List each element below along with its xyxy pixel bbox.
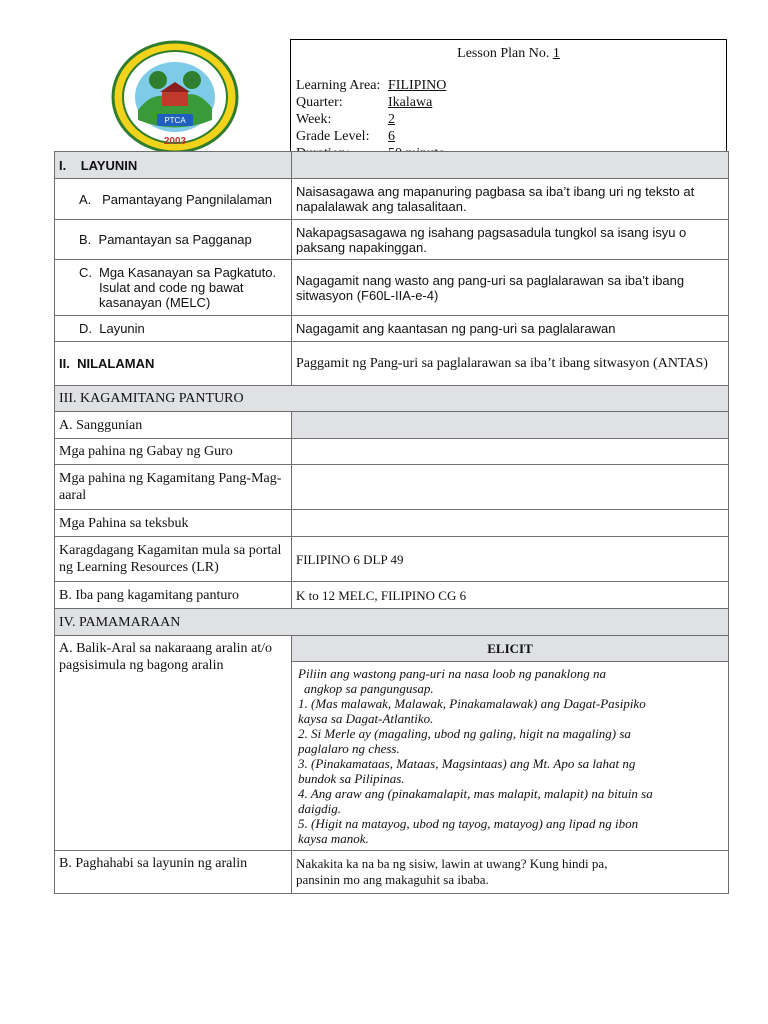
row-sanggunian xyxy=(55,412,729,439)
grade-level-label: Grade Level: xyxy=(296,129,370,144)
sanggunian-value xyxy=(292,412,729,439)
learning-area-label: Learning Area: xyxy=(296,78,381,93)
layunin-d-value: Nagagamit ang kaantasan ng pang-uri sa paglalarawan xyxy=(292,316,729,342)
elicit-item-1: 1. (Mas malawak, Malawak, Pinakamalawak) ang Dagat-Pasipiko xyxy=(298,696,646,711)
pamamaraan-heading: IV. PAMAMARAAN xyxy=(55,609,729,636)
school-seal-logo xyxy=(110,40,240,155)
c-letter: C. xyxy=(79,265,92,280)
row-layunin-d xyxy=(55,316,729,342)
mga-kasanayan-value: Nagagamit nang wasto ang pang-uri sa paglalarawan sa iba’t ibang sitwasyon (F60L-IIA-e-4) xyxy=(292,260,729,316)
elicit-heading: ELICIT xyxy=(292,636,729,662)
row-kagamitang-pang-mag-aaral xyxy=(55,465,729,510)
header-learning-area xyxy=(296,78,446,94)
row-kagamitang-panturo xyxy=(55,386,729,412)
elicit-item-2: 2. Si Merle ay (magaling, ubod ng galing, higit na magaling) sa xyxy=(298,726,631,741)
b-letter: B. xyxy=(79,232,92,247)
lesson-number: 1 xyxy=(552,46,560,61)
week-value: 2 xyxy=(388,112,395,127)
elicit-item-5: 5. (Higit na matayog, ubod ng tayog, matayog) ang lipad ng ibon xyxy=(298,816,639,831)
row-pamamaraan xyxy=(55,609,729,636)
header-quarter xyxy=(296,95,432,111)
lesson-plan-table xyxy=(54,151,729,894)
b-label: Pamantayan sa Pagganap xyxy=(98,232,252,247)
row-paghahabi xyxy=(55,851,729,894)
header-week xyxy=(296,112,395,128)
a-label: Pamantayang Pangnilalaman xyxy=(102,191,272,207)
d-label: Layunin xyxy=(99,321,145,336)
elicit-line: kaysa sa Dagat-Atlantiko. xyxy=(298,711,434,726)
row-pamantayan-sa-pagganap xyxy=(55,220,729,260)
quarter-label: Quarter: xyxy=(296,95,343,110)
elicit-item-4: 4. Ang araw ang (pinakamalapit, mas malapit, malapit) na bituin sa xyxy=(298,786,653,801)
layunin-d-label xyxy=(55,316,292,342)
elicit-instructions xyxy=(292,662,729,851)
balik-aral-label: A. Balik-Aral sa nakaraang aralin at/o pagsisimula ng bagong aralin xyxy=(55,636,292,851)
gabay-ng-guro-value xyxy=(292,439,729,465)
lesson-plan-header xyxy=(290,39,727,167)
paghahabi-line: Nakakita ka na ba ng sisiw, lawin at uwang? Kung hindi pa, xyxy=(296,856,608,871)
elicit-line: paglalaro ng chess. xyxy=(298,741,400,756)
svg-text:PTCA: PTCA xyxy=(164,116,186,125)
gabay-ng-guro-label: Mga pahina ng Gabay ng Guro xyxy=(55,439,292,465)
row-balik-aral-head xyxy=(55,636,729,662)
c-label: Mga Kasanayan sa Pagkatuto. Isulat and code ng bawat kasanayan (MELC) xyxy=(99,265,277,310)
iba-pang-kagamitan-label: B. Iba pang kagamitang panturo xyxy=(55,582,292,609)
learning-area-value: FILIPINO xyxy=(388,78,447,93)
layunin-num: I. xyxy=(59,157,67,173)
row-layunin xyxy=(55,152,729,179)
teksbuk-label: Mga Pahina sa teksbuk xyxy=(55,510,292,537)
d-letter: D. xyxy=(79,321,92,336)
row-nilalaman xyxy=(55,342,729,386)
row-pamantayang-pangnilalaman xyxy=(55,179,729,220)
row-teksbuk xyxy=(55,510,729,537)
elicit-item-3: 3. (Pinakamataas, Mataas, Magsintaas) ang Mt. Apo sa lahat ng xyxy=(298,756,636,771)
title-prefix: Lesson Plan No. xyxy=(457,46,550,61)
pamantayang-pangnilalaman-value: Naisasagawa ang mapanuring pagbasa sa iba’t ibang uri ng teksto at napalalawak ang talasalitaan. xyxy=(292,179,729,220)
pamantayang-pangnilalaman-label xyxy=(55,179,292,220)
row-gabay-ng-guro xyxy=(55,439,729,465)
paghahabi-line: pansinin mo ang makaguhit sa ibaba. xyxy=(296,872,489,887)
paghahabi-label: B. Paghahabi sa layunin ng aralin xyxy=(55,851,292,894)
kagamitang-pang-mag-aaral-value xyxy=(292,465,729,510)
pamantayan-sa-pagganap-label xyxy=(55,220,292,260)
karagdagang-kagamitan-value: FILIPINO 6 DLP 49 xyxy=(292,537,729,582)
layunin-title: LAYUNIN xyxy=(80,157,138,173)
kagamitang-pang-mag-aaral-label: Mga pahina ng Kagamitang Pang-Mag-aaral xyxy=(55,465,292,510)
lesson-plan-title xyxy=(291,46,726,62)
elicit-line: Piliin ang wastong pang-uri na nasa loob ng panaklong na xyxy=(298,666,607,681)
seal-year: 2003 xyxy=(163,136,187,147)
iba-pang-kagamitan-value: K to 12 MELC, FILIPINO CG 6 xyxy=(292,582,729,609)
nilalaman-value: Paggamit ng Pang-uri sa paglalarawan sa iba’t ibang sitwasyon (ANTAS) xyxy=(292,342,729,386)
nilalaman-heading xyxy=(55,342,292,386)
row-mga-kasanayan xyxy=(55,260,729,316)
layunin-heading xyxy=(55,152,292,179)
elicit-line: bundok sa Pilipinas. xyxy=(298,771,405,786)
elicit-line: angkop sa pangungusap. xyxy=(304,681,434,696)
kagamitang-panturo-heading: III. KAGAMITANG PANTURO xyxy=(55,386,729,412)
row-iba-pang-kagamitan xyxy=(55,582,729,609)
header-grade-level xyxy=(296,129,395,145)
grade-level-value: 6 xyxy=(388,129,395,144)
quarter-value: Ikalawa xyxy=(388,95,433,110)
karagdagang-kagamitan-label: Karagdagang Kagamitan mula sa portal ng Learning Resources (LR) xyxy=(55,537,292,582)
elicit-line: kaysa manok. xyxy=(298,831,369,846)
teksbuk-value xyxy=(292,510,729,537)
a-letter: A. xyxy=(79,191,92,207)
nilalaman-num: II. xyxy=(59,356,70,371)
nilalaman-title: NILALAMAN xyxy=(77,356,155,371)
sanggunian-label: A. Sanggunian xyxy=(55,412,292,439)
layunin-heading-blank xyxy=(292,152,729,179)
row-karagdagang-kagamitan xyxy=(55,537,729,582)
elicit-line: daigdig. xyxy=(298,801,341,816)
pamantayan-sa-pagganap-value: Nakapagsasagawa ng isahang pagsasadula tungkol sa isang isyu o paksang napakinggan. xyxy=(292,220,729,260)
paghahabi-value xyxy=(292,851,729,894)
week-label: Week: xyxy=(296,112,332,127)
mga-kasanayan-label xyxy=(55,260,292,316)
